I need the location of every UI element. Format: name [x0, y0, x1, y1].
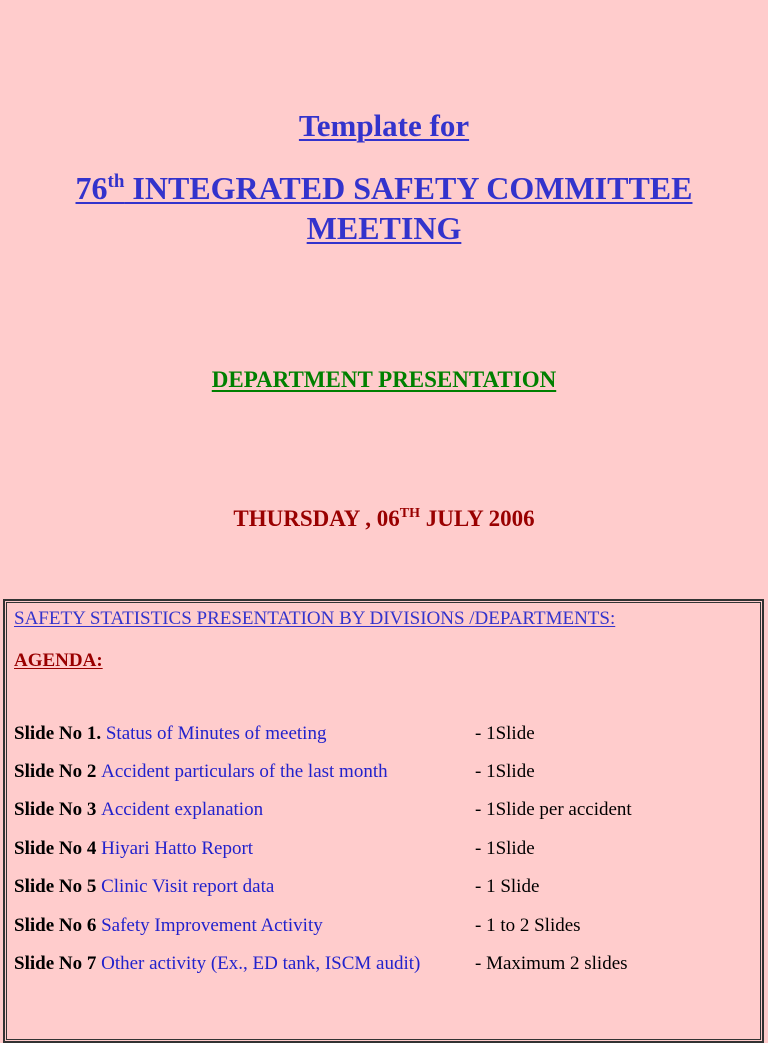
agenda-item: [14, 876, 754, 902]
date-prefix: THURSDAY , 06: [233, 506, 400, 531]
slide-count: - 1 to 2 Slides: [475, 915, 581, 936]
agenda-item: [14, 761, 754, 787]
meeting-title-text: INTEGRATED SAFETY COMMITTEE: [124, 170, 693, 206]
meeting-title: [0, 168, 768, 248]
slide-number: Slide No 1: [14, 723, 97, 744]
slide-number: Slide No 4: [14, 838, 97, 859]
agenda-item: [14, 915, 754, 941]
template-title-text: Template for: [298, 108, 470, 143]
agenda-heading: AGENDA:: [14, 650, 103, 671]
date-suffix: JULY 2006: [419, 506, 535, 531]
slide-separator: .: [96, 723, 106, 744]
slide-count: - 1 Slide: [475, 876, 540, 897]
subtitle-text: DEPARTMENT PRESENTATION: [211, 367, 557, 392]
department-presentation-subtitle: [0, 367, 768, 393]
slide-description: Safety Improvement Activity: [101, 915, 323, 936]
slide-number: Slide No 2: [14, 761, 97, 782]
slide-description: Accident explanation: [101, 799, 264, 820]
meeting-title-line2: MEETING: [306, 210, 462, 246]
agenda-item: [14, 723, 754, 749]
slide-number: Slide No 3: [14, 799, 97, 820]
agenda-item: [14, 799, 754, 825]
slide-description: Other activity (Ex., ED tank, ISCM audit): [101, 953, 421, 974]
meeting-number: 76: [75, 170, 108, 206]
date-ordinal: TH: [399, 506, 420, 521]
slide-description: Hiyari Hatto Report: [101, 838, 254, 859]
slide-count: - 1Slide: [475, 723, 535, 744]
slide-number: Slide No 5: [14, 876, 97, 897]
slide-description: Accident particulars of the last month: [101, 761, 388, 782]
template-title: [0, 108, 768, 144]
slide-description: Status of Minutes of meeting: [105, 723, 327, 744]
safety-statistics-heading: SAFETY STATISTICS PRESENTATION BY DIVISIONS /DEPARTMENTS:: [14, 608, 616, 629]
slide-count: - 1Slide: [475, 761, 535, 782]
slide-number: Slide No 7: [14, 953, 97, 974]
slide-number: Slide No 6: [14, 915, 97, 936]
meeting-date: [0, 506, 768, 532]
meeting-number-ordinal: th: [107, 171, 125, 192]
slide-count: - Maximum 2 slides: [475, 953, 628, 974]
slide-description: Clinic Visit report data: [101, 876, 275, 897]
agenda-item: [14, 953, 754, 979]
agenda-item: [14, 838, 754, 864]
slide-count: - 1Slide: [475, 838, 535, 859]
slide-count: - 1Slide per accident: [475, 799, 632, 820]
